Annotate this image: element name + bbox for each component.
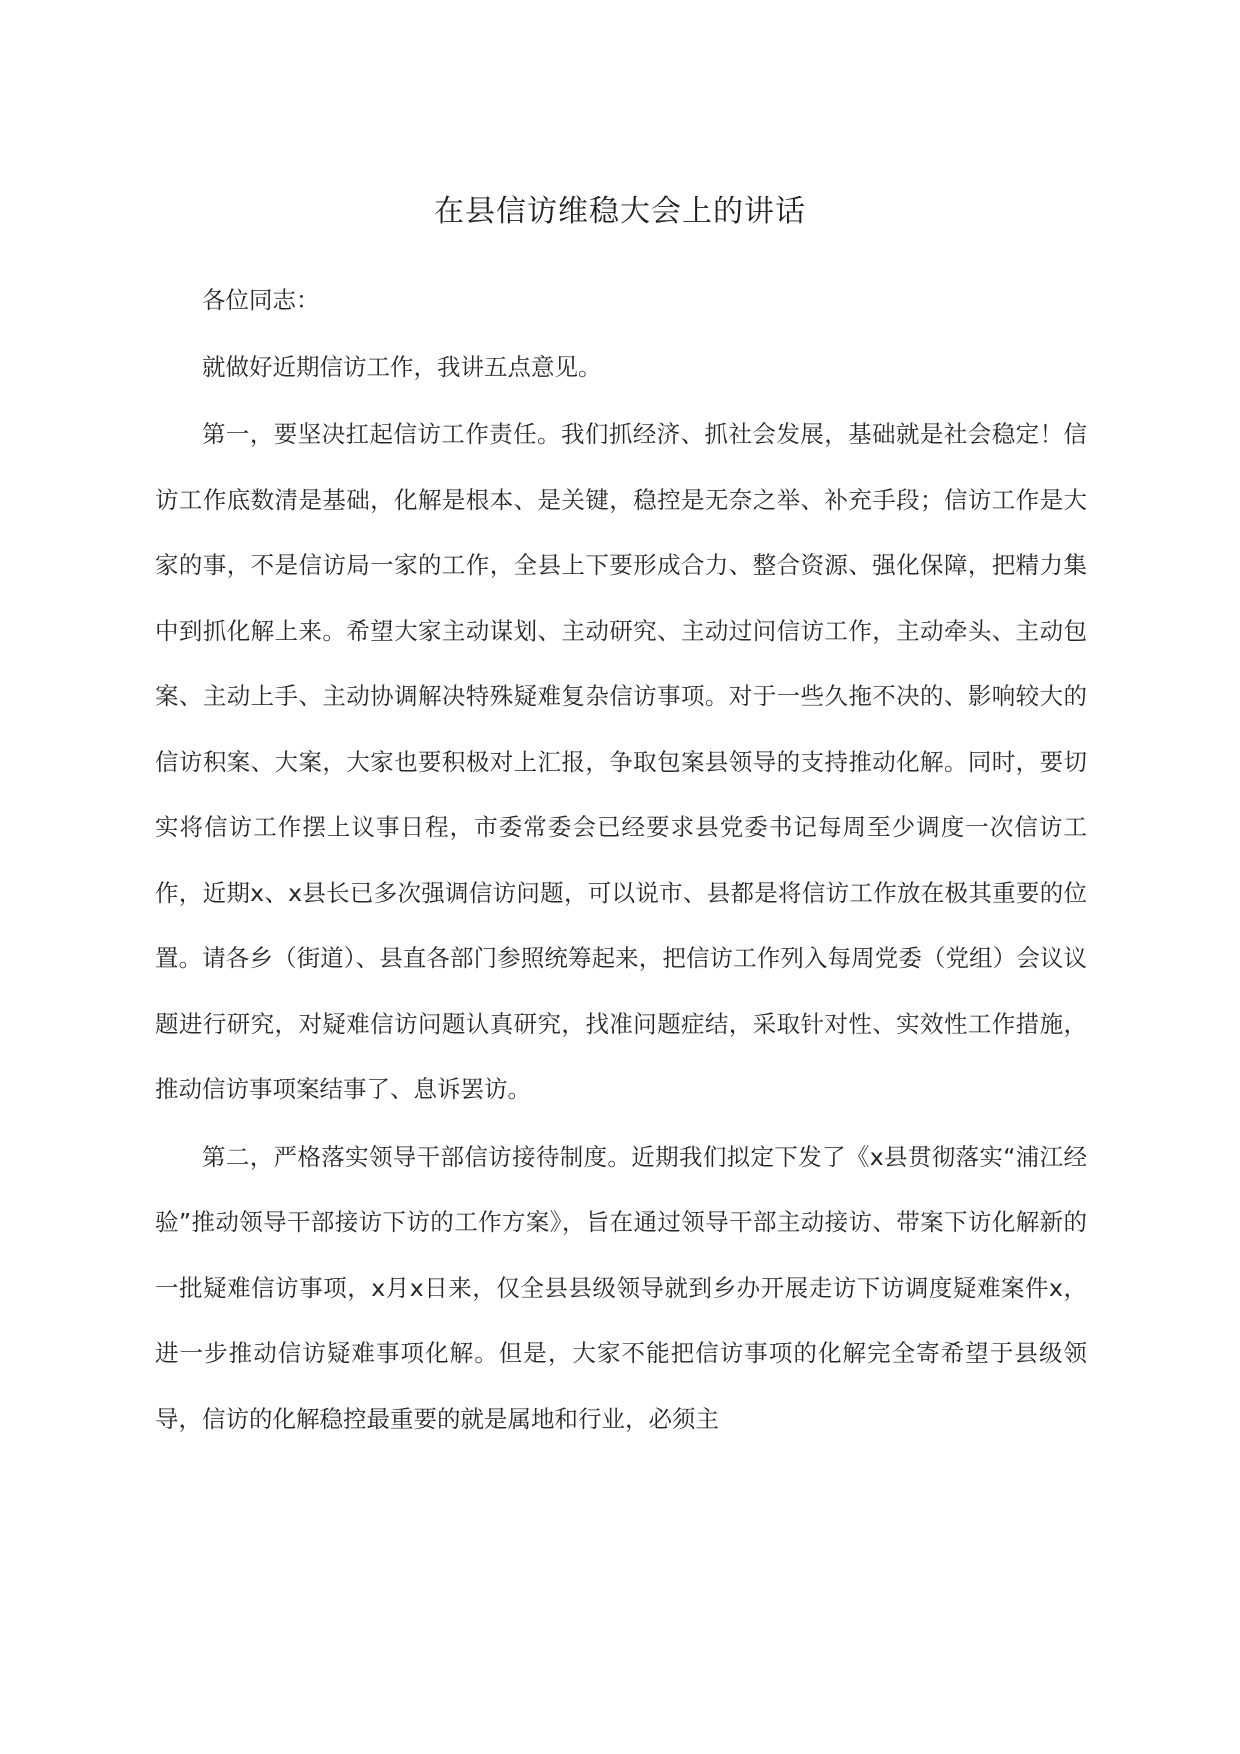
salutation: 各位同志： [202, 286, 320, 314]
paragraph-2: 第二，严格落实领导干部信访接待制度。近期我们拟定下发了《x县贯彻落实“浦江经验”推动领导干部接访下访的工作方案》，旨在通过领导干部主动接访、带案下访化解新的一批疑难信访事项，x月x日来，仅全县县级领导就到乡办开展走访下访调度疑难案件x，进一步推动信访疑难事项化解。但是，大家不能把信访事项的化解完全寄希望于县级领导，信访的化解稳控最重要的就是属地和行业，必须主 [155, 1142, 1087, 1433]
paragraph-1: 第一，要坚决扛起信访工作责任。我们抓经济、抓社会发展，基础就是社会稳定！信访工作底数清是基础，化解是根本、是关键，稳控是无奈之举、补充手段；信访工作是大家的事，不是信访局一家的工作，全县上下要形成合力、整合资源、强化保障，把精力集中到抓化解上来。希望大家主动谋划、主动研究、主动过问信访工作，主动牵头、主动包案、主动上手、主动协调解决特殊疑难复杂信访事项。对于一些久拖不决的、影响较大的信访积案、大案，大家也要积极对上汇报，争取包案县领导的支持推动化解。同时，要切实将信访工作摆上议事日程，市委常委会已经要求县党委书记每周至少调度一次信访工作，近期x、x县长已多次强调信访问题，可以说市、县都是将信访工作放在极其重要的位置。请各乡（街道）、县直各部门参照统筹起来，把信访工作列入每周党委（党组）会议议题进行研究，对疑难信访问题认真研究，找准问题症结，采取针对性、实效性工作措施，推动信访事项案结事了、息诉罢访。 [155, 420, 1087, 1103]
document-title: 在县信访维稳大会上的讲话 [434, 194, 806, 229]
intro-paragraph: 就做好近期信访工作，我讲五点意见。 [202, 352, 602, 381]
document-body [155, 268, 1087, 1452]
